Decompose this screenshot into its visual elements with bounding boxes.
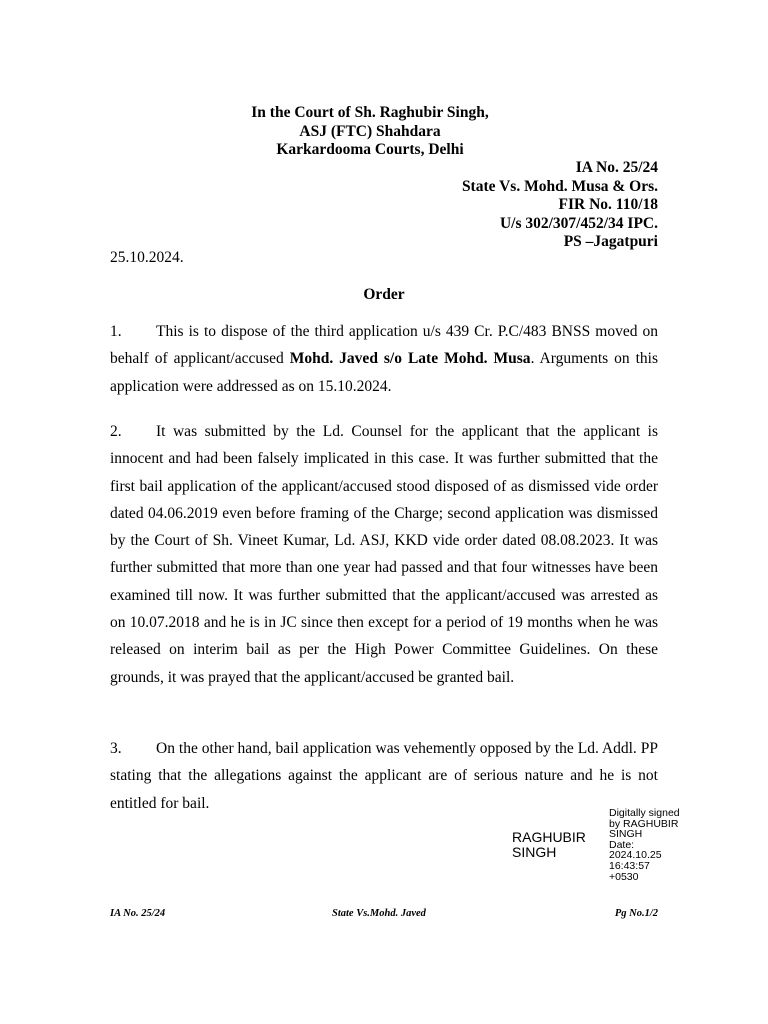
paragraph-number: 1. [110,323,122,340]
police-station: PS –Jagatpuri [563,233,658,250]
paragraph-number: 3. [110,740,122,757]
digital-signature-details [609,808,719,882]
case-details [462,159,658,252]
signature-timezone: +0530 [609,870,639,883]
court-header [220,104,520,160]
page-footer [110,908,658,922]
paragraph-text: It was submitted by the Ld. Counsel for the applicant that the applicant is innocent and had been falsely implicated in this case. It was further submitted that the first bail application of the applicant/accused stood disposed of as dismissed vide order dated 04.06.2019 even before framing of the Charge; second application was dismissed by the Court of Sh. Vineet Kumar, Ld. ASJ, KKD vide order dated 08.08.2023. It was further submitted that more than one year had passed and that four witnesses have been examined till now. It was further submitted that the applicant/accused was arrested as on 10.07.2018 and he is in JC since then except for a period of 19 months when he was released on interim bail as per the High Power Committee Guidelines. On these grounds, it was prayed that the applicant/accused be granted bail. [110,423,658,686]
case-parties: State Vs. Mohd. Musa & Ors. [461,177,658,195]
paragraph-3 [110,735,658,817]
footer-ia-number: IA No. 25/24 [110,908,166,919]
digital-signature-name [512,830,586,860]
signature-time: 16:43:57 [609,859,650,872]
signature-detail-line: SINGH [609,828,643,841]
order-date: 25.10.2024. [110,249,184,266]
footer-case-title: State Vs.Mohd. Javed [332,908,426,919]
case-sections: U/s 302/307/452/34 IPC. [499,214,658,232]
paragraph-text: This is to dispose of the third application u/s 439 Cr. P.C/483 BNSS moved on behalf of applicant/accused [110,323,658,368]
court-location: Karkardooma Courts, Delhi [276,141,464,158]
accused-name: Mohd. Javed s/o Late Mohd. Musa [289,350,531,368]
signer-first-name: RAGHUBIR [512,829,586,845]
paragraph-text: . Arguments on this application were addressed as on 15.10.2024. [110,350,658,395]
paragraph-number: 2. [110,423,122,440]
paragraph-text: On the other hand, bail application was vehemently opposed by the Ld. Addl. PP stating that the allegations against the applicant are of serious nature and he is not entitled for bail. [110,740,658,812]
court-designation: ASJ (FTC) Shahdara [299,122,441,140]
signature-date: 2024.10.25 [609,849,662,862]
footer-page-number: Pg No.1/2 [614,908,658,919]
order-title: Order [363,286,405,303]
court-name: In the Court of Sh. Raghubir Singh, [251,104,489,121]
paragraph-1 [110,318,658,400]
paragraph-2 [110,418,658,691]
signature-detail-line: Digitally signed [609,807,680,819]
signature-detail-line: by RAGHUBIR [609,817,679,830]
fir-number: FIR No. 110/18 [558,196,658,213]
signature-detail-line: Date: [609,838,635,851]
ia-number: IA No. 25/24 [575,159,658,176]
signer-last-name: SINGH [512,844,557,860]
